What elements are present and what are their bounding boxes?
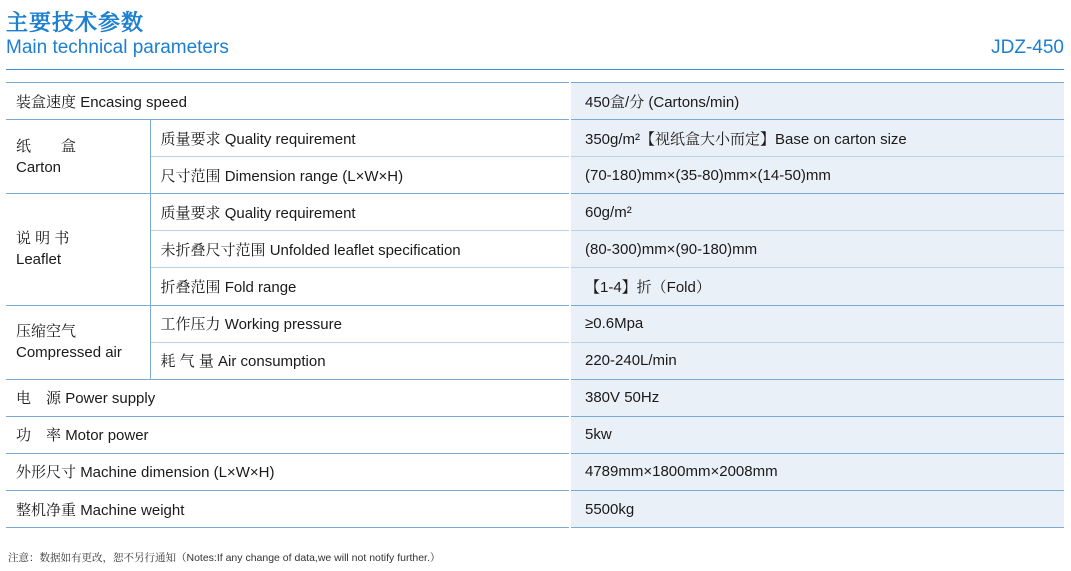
value-motor-power: 5kw	[570, 416, 1064, 453]
value-machine-dimension: 4789mm×1800mm×2008mm	[570, 453, 1064, 490]
row-motor-power	[6, 416, 1064, 453]
label-encasing-speed: 装盒速度 Encasing speed	[6, 83, 570, 120]
row-encasing-speed	[6, 83, 1064, 120]
row-power-supply	[6, 379, 1064, 416]
label-working-pressure: 工作压力 Working pressure	[150, 305, 570, 342]
row-carton-quality	[6, 120, 1064, 157]
row-machine-weight	[6, 491, 1064, 528]
footnote: 注意：数据如有更改，恕不另行通知（Notes:If any change of data,we will not notify further.）	[8, 552, 441, 564]
title-english: Main technical parameters	[6, 37, 229, 58]
value-leaflet-unfolded: (80-300)mm×(90-180)mm	[570, 231, 1064, 268]
row-leaflet-unfolded	[6, 231, 1064, 268]
label-motor-power: 功 率 Motor power	[6, 416, 570, 453]
value-leaflet-fold: 【1-4】折（Fold）	[570, 268, 1064, 305]
value-leaflet-quality: 60g/m²	[570, 194, 1064, 231]
group-compressed-air: 压缩空气 Compressed air	[6, 305, 150, 379]
row-leaflet-fold	[6, 268, 1064, 305]
spec-table	[6, 82, 1064, 528]
header-divider	[6, 69, 1064, 70]
label-carton-dimension: 尺寸范围 Dimension range (L×W×H)	[150, 157, 570, 194]
label-carton-quality: 质量要求 Quality requirement	[150, 120, 570, 157]
model-number: JDZ-450	[991, 37, 1064, 58]
row-carton-dimension	[6, 157, 1064, 194]
value-working-pressure: ≥0.6Mpa	[570, 305, 1064, 342]
group-leaflet: 说 明 书 Leaflet	[6, 194, 150, 305]
value-carton-quality: 350g/m²【视纸盒大小而定】Base on carton size	[570, 120, 1064, 157]
header	[6, 4, 1064, 64]
row-air-pressure	[6, 305, 1064, 342]
row-machine-dimension	[6, 453, 1064, 490]
title-chinese: 主要技术参数	[6, 10, 145, 35]
label-leaflet-unfolded: 未折叠尺寸范围 Unfolded leaflet specification	[150, 231, 570, 268]
label-machine-dimension: 外形尺寸 Machine dimension (L×W×H)	[6, 453, 570, 490]
row-air-consumption	[6, 342, 1064, 379]
value-machine-weight: 5500kg	[570, 491, 1064, 528]
value-air-consumption: 220-240L/min	[570, 342, 1064, 379]
group-carton: 纸 盒 Carton	[6, 120, 150, 194]
label-power-supply: 电 源 Power supply	[6, 379, 570, 416]
label-leaflet-quality: 质量要求 Quality requirement	[150, 194, 570, 231]
value-encasing-speed: 450盒/分 (Cartons/min)	[570, 83, 1064, 120]
label-leaflet-fold: 折叠范围 Fold range	[150, 268, 570, 305]
label-machine-weight: 整机净重 Machine weight	[6, 491, 570, 528]
label-air-consumption: 耗 气 量 Air consumption	[150, 342, 570, 379]
value-carton-dimension: (70-180)mm×(35-80)mm×(14-50)mm	[570, 157, 1064, 194]
row-leaflet-quality	[6, 194, 1064, 231]
value-power-supply: 380V 50Hz	[570, 379, 1064, 416]
